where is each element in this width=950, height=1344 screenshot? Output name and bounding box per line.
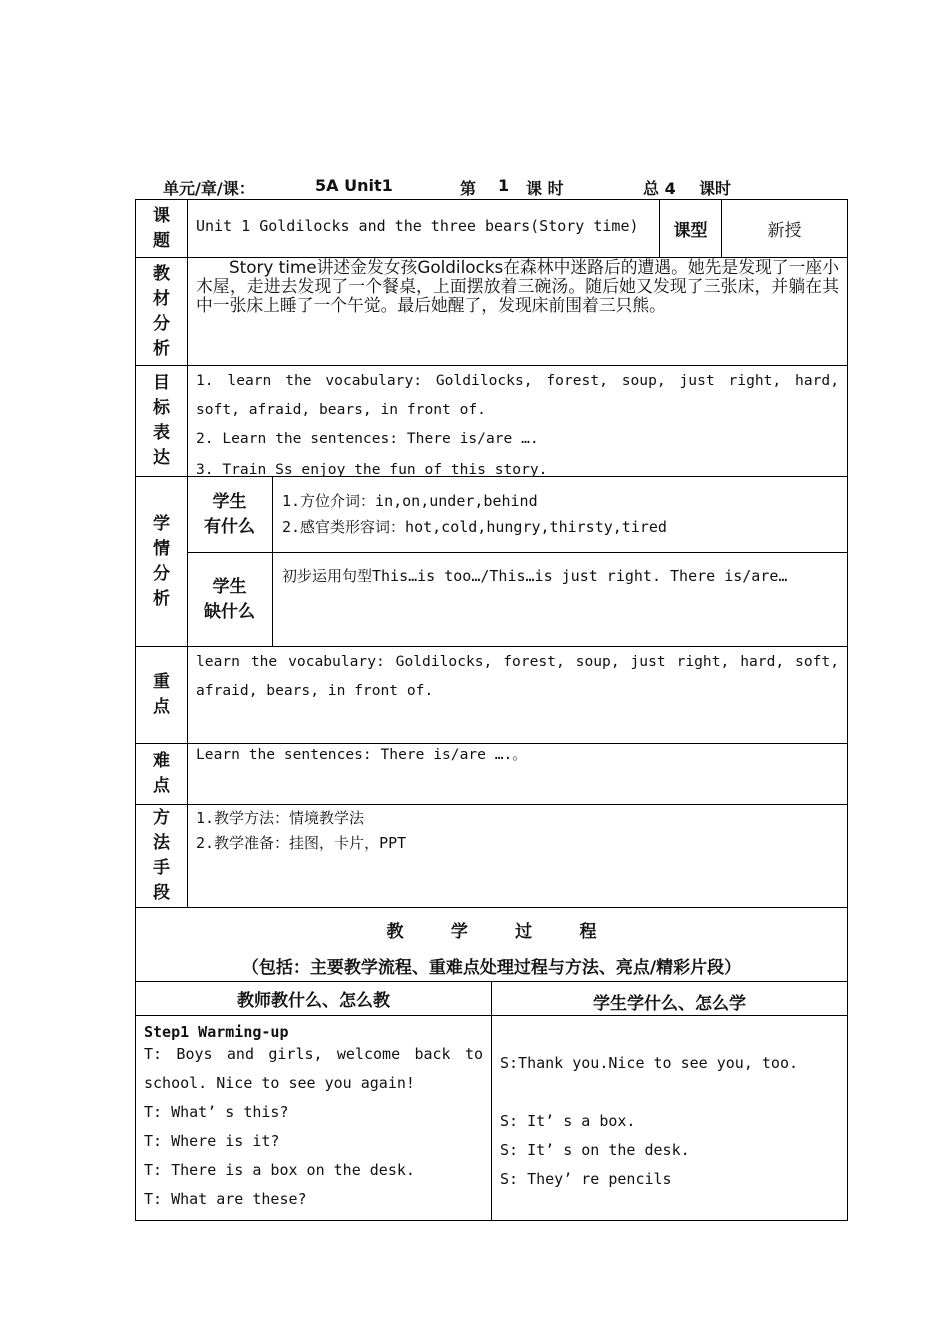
methods-row (135, 805, 848, 908)
teacher-line-4: T: There is a box on the desk. (144, 1161, 415, 1179)
material-text: Story time讲述金发女孩Goldilocks在森林中迷路后的遭遇。她先是发现了一座小木屋，走进去发现了一个餐桌，上面摆放着三碗汤。随后她又发现了三张床，并躺在其中一张床上睡了一个午觉。最后她醒了，发现床前围着三只熊。 (196, 257, 839, 315)
students-lack-label: 学生 缺什么 (187, 553, 273, 646)
lesson-suffix: 课 时 (526, 179, 564, 198)
title-value: Unit 1 Goldilocks and the three bears(Story time) (187, 200, 660, 257)
student-column (492, 1016, 847, 1220)
student-line-4: S: They’ re pencils (500, 1170, 672, 1188)
process-subtitle: （包括：主要教学流程、重难点处理过程与方法、亮点/精彩片段） (241, 958, 742, 978)
student-line-3: S: It’ s on the desk. (500, 1141, 690, 1159)
difficulties-text: Learn the sentences: There is/are ….。 (196, 746, 527, 763)
teacher-line-5: T: What are these? (144, 1190, 307, 1208)
process-header-row (135, 982, 848, 1016)
student-line-1: S:Thank you.Nice to see you, too. (500, 1054, 799, 1072)
teacher-column-header: 教师教什么、怎么教 (136, 982, 492, 1015)
teacher-line-1: T: Boys and girls, welcome back to school. Nice to see you again! (144, 1045, 483, 1092)
total-prefix: 总 4 (643, 179, 676, 198)
student-analysis-row (135, 477, 848, 647)
goals-label: 目 标 表 达 (136, 366, 188, 476)
have-line-2: 2.感官类形容词：hot,cold,hungry,thirsty,tired (282, 518, 667, 536)
methods-label: 方 法 手 段 (136, 805, 188, 907)
lesson-type-value: 新授 (767, 221, 802, 241)
students-have-label: 学生 有什么 (187, 477, 273, 552)
key-points-text: learn the vocabulary: Goldilocks, forest, soup, just right, hard, soft, afraid, bears, in front of. (196, 653, 839, 699)
difficulties-row (135, 744, 848, 805)
teacher-line-2: T: What’ s this? (144, 1103, 289, 1121)
process-title-row (135, 908, 848, 982)
total-suffix: 课时 (699, 179, 732, 198)
title-label: 课 题 (136, 200, 188, 257)
lesson-number: 1 (498, 176, 510, 195)
students-lack-row (187, 553, 847, 646)
student-line-2: S: It’ s a box. (500, 1112, 636, 1130)
lesson-plan-table (135, 199, 848, 1221)
students-have-content (273, 477, 847, 552)
student-column-header: 学生学什么、怎么学 (593, 994, 746, 1014)
teacher-line-3: T: Where is it? (144, 1132, 280, 1150)
have-line-1: 1.方位介词：in,on,under,behind (282, 492, 538, 510)
teacher-column (136, 1016, 492, 1220)
key-points-row (135, 647, 848, 744)
goal-line-2: 2. Learn the sentences: There is/are …. (196, 430, 539, 447)
methods-line-2: 2.教学准备：挂图，卡片，PPT (196, 834, 407, 852)
key-points-label: 重 点 (136, 647, 188, 743)
goal-line-1: 1. learn the vocabulary: Goldilocks, forest, soup, just right, hard, soft, afraid, bears, in front of. (196, 372, 839, 418)
students-lack-text: 初步运用句型This…is too…/This…is just right. There is/are… (282, 567, 788, 585)
title-row (135, 199, 848, 258)
student-analysis-label: 学 情 分 析 (136, 477, 188, 646)
step-title: Step1 Warming-up (144, 1023, 289, 1041)
goal-line-3: 3. Train Ss enjoy the fun of this story. (196, 461, 548, 478)
difficulties-label: 难 点 (136, 744, 188, 804)
goals-row (135, 366, 848, 477)
unit-value: 5A Unit1 (315, 176, 393, 195)
material-row (135, 258, 848, 366)
methods-content (187, 805, 847, 907)
material-label: 教 材 分 析 (136, 258, 188, 365)
lesson-type-label: 课型 (660, 200, 722, 257)
unit-label: 单元/章/课： (163, 179, 255, 198)
students-have-row (187, 477, 847, 553)
methods-line-1: 1.教学方法：情境教学法 (196, 809, 365, 827)
goals-content (187, 366, 847, 476)
lesson-prefix: 第 (460, 179, 477, 198)
process-body-row (135, 1016, 848, 1221)
process-title: 教 学 过 程 (386, 922, 597, 942)
